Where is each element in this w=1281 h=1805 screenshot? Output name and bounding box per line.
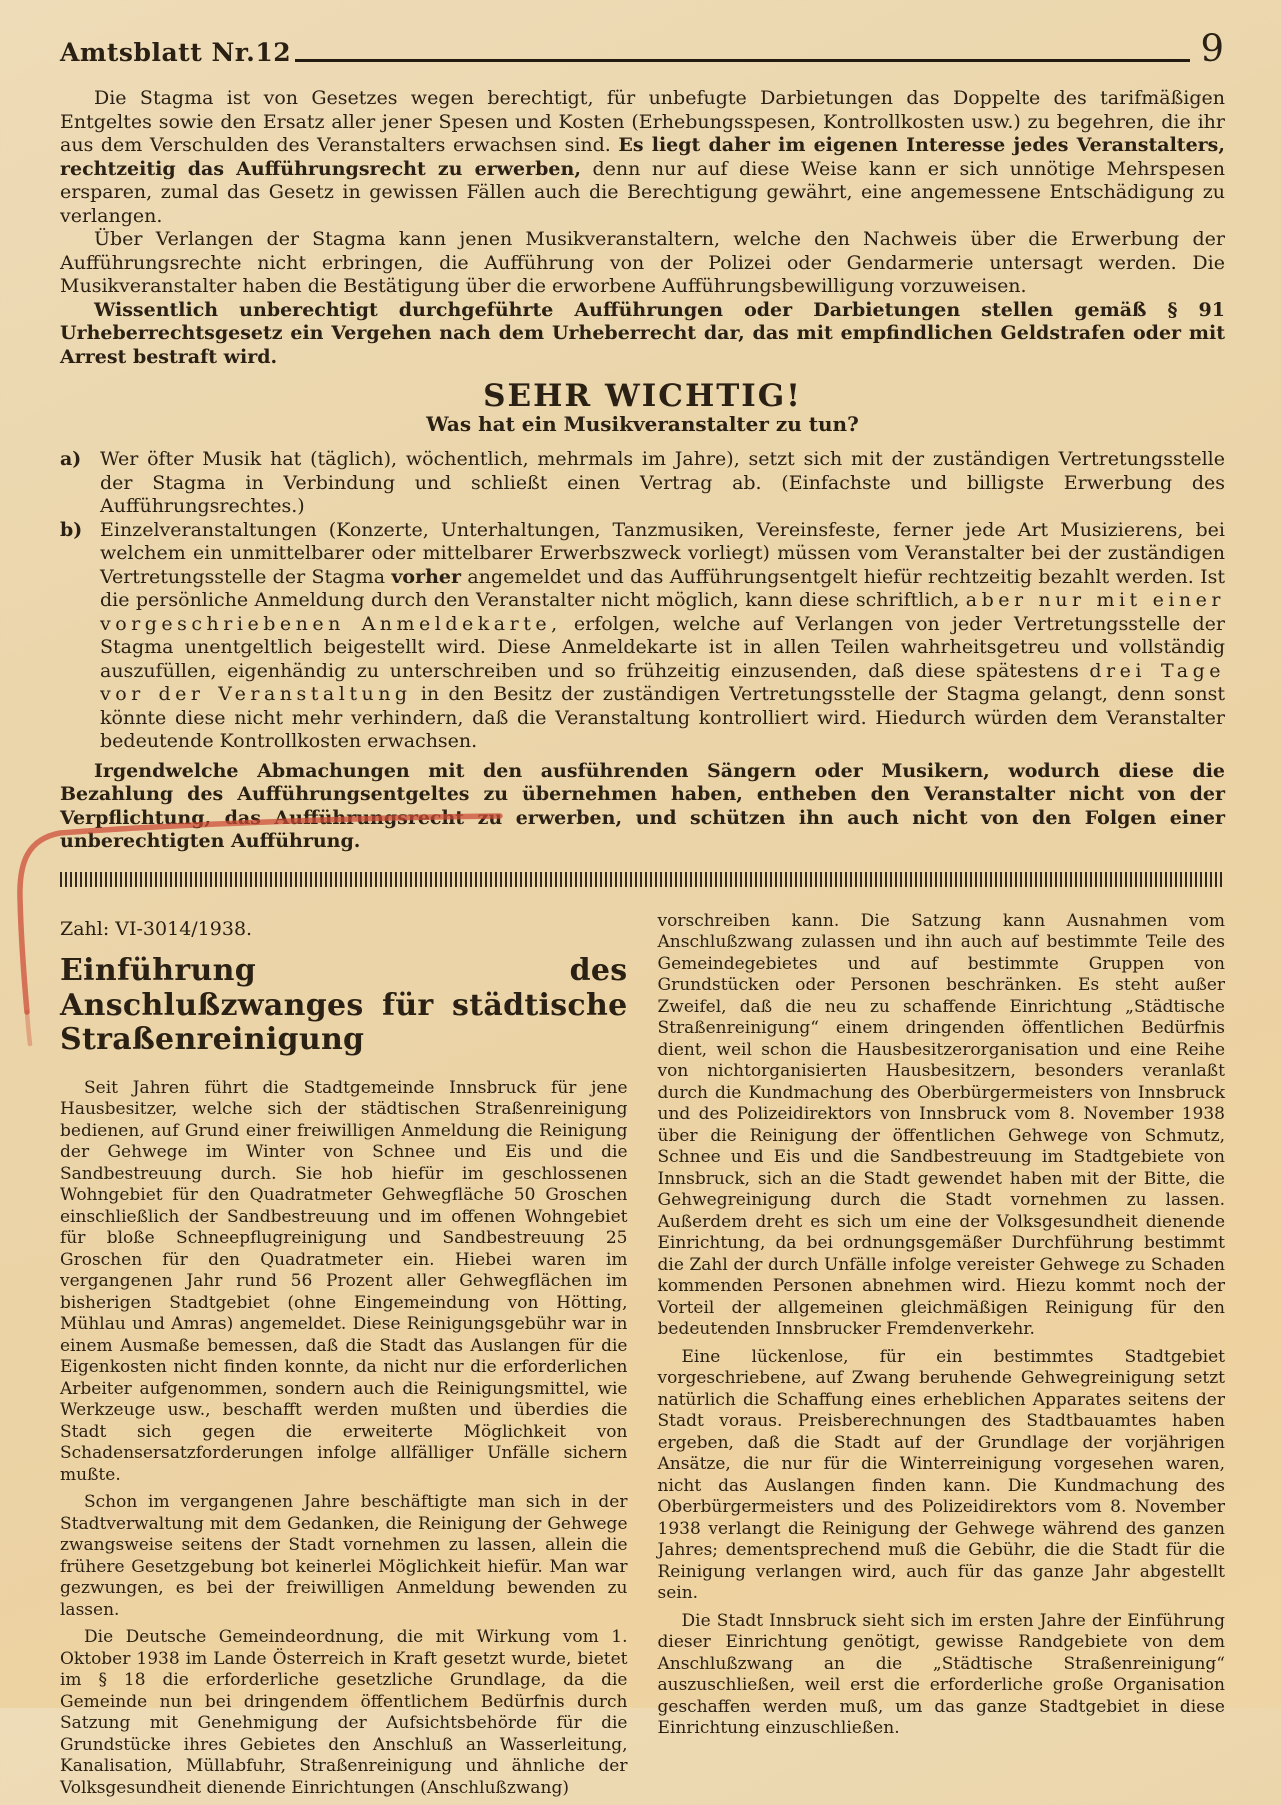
paragraph xyxy=(658,1611,1226,1740)
text-run: denn nur auf diese Weise kann er sich unnötige Mehrspesen ersparen, zumal das Gesetz in gewissen Fällen auch die Berechtigung gewährt, eine angemessene Entschädigung zu verlangen. xyxy=(60,158,1225,227)
paragraph xyxy=(658,1347,1226,1605)
text-run: angemeldet und das Aufführungsentgelt hiefür rechtzeitig bezahlt werden. Ist die persönliche Anmeldung durch den Veranstalter nicht möglich, kann diese schriftlich, xyxy=(100,566,1225,612)
section-divider xyxy=(60,872,1225,887)
paragraph xyxy=(60,1627,628,1799)
text-run: Die Stagma ist von Gesetzes wegen berechtigt, für unbefugte Darbietungen das Doppelte des tarifmäßigen Entgeltes sowie den Ersatz aller jener Spesen und Kosten (Erhebungsspesen, Kontrollkosten usw.) zu begehren, die ihr aus dem Verschulden des Veranstalters erwachsen sind. xyxy=(60,87,1225,156)
list-item xyxy=(60,448,1225,519)
list-marker: b) xyxy=(60,519,100,754)
text-run: Eine lückenlose, für ein bestimmtes Stadtgebiet vorgeschriebene, auf Zwang beruhende Gehwegreinigung setzt natürlich die Schaffung eines erheblichen Apparates seitens der Stadt voraus. Preisberechnungen des Stadtbauamtes haben ergeben, daß die Stadt auf der Grundlage der vorjährigen Ansätze, die nur für die Winterreinigung vorgesehen waren, nicht das Auslangen finden kann. Die Kundmachung des Oberbürgermeisters und des Polizeidirektors vom 8. November 1938 verlangt die Reinigung der Gehwege während des ganzen Jahres; dementsprechend muß die Gebühr, die die Stadt für die Reinigung verlangen wird, auch für das ganze Jahr abgestellt sein. xyxy=(658,1347,1226,1604)
header-rule xyxy=(295,59,1190,62)
closing-paragraph xyxy=(60,760,1225,854)
instruction-list xyxy=(60,448,1225,754)
text-run: Seit Jahren führt die Stadtgemeinde Innsbruck für jene Hausbesitzer, welche sich der städtischen Straßenreinigung bedienen, auf Grund einer freiwilligen Anmeldung die Reinigung der Gehwege im Winter von Schnee und Eis und die Sandbestreuung durch. Sie hob hiefür im geschlossenen Wohngebiet für den Quadratmeter Gehwegfläche 50 Groschen einschließlich der Sandbestreuung und im offenen Wohngebiet für bloße Schneepflugreinigung und Sandbestreuung 25 Groschen für den Quadratmeter ein. Hiebei waren im vergangenen Jahr rund 56 Prozent aller Gehwegflächen im bisherigen Stadtgebiet (ohne Eingemeindung von Hötting, Mühlau und Amras) angemeldet. Diese Reinigungsgebühr war in einem Ausmaße bemessen, daß die Stadt das Auslangen für die Eigenkosten nicht finden konnte, da nicht nur die erforderlichen Arbeiter aufgenommen, sondern auch die Reinigungsmittel, wie Werkzeuge usw., beschafft werden mußten und überdies die Stadt sich gegen die erweiterte Möglichkeit von Schadensersatzforderungen infolge allfälliger Unfälle sichern mußte. xyxy=(60,1078,628,1485)
list-item-text xyxy=(100,519,1225,754)
paragraph xyxy=(60,87,1225,228)
article-right-column xyxy=(658,911,1226,1805)
paragraph xyxy=(60,760,1225,854)
text-run: aber nur mit einer vorgeschriebenen Anmeldekarte, xyxy=(100,589,1225,635)
text-run: Es liegt daher im eigenen Interesse jedes Veranstalters, rechtzeitig das Aufführungsrecht zu erwerben, xyxy=(60,134,1225,180)
text-run: drei Tage vor der Veranstaltung xyxy=(100,660,1225,706)
article-right-paragraphs xyxy=(658,911,1226,1740)
section-subheading: Was hat ein Musikveranstalter zu tun? xyxy=(60,413,1225,437)
list-marker: a) xyxy=(60,448,100,519)
masthead: Amtsblatt Nr.12 xyxy=(60,38,291,67)
paragraph xyxy=(60,299,1225,370)
page-header xyxy=(60,30,1225,67)
reference-number: Zahl: VI-3014/1938. xyxy=(60,919,628,941)
paragraph xyxy=(60,1078,628,1487)
text-run: Wissentlich unberechtigt durchgeführte Aufführungen oder Darbietungen stellen gemäß § 91 Urheberrechtsgesetz ein Vergehen nach dem Urheberrecht dar, das mit empfindlichen Geldstrafen oder mit Arrest bestraft wird. xyxy=(60,299,1225,368)
paragraph xyxy=(60,228,1225,299)
stagma-paragraphs xyxy=(60,87,1225,369)
article-left-paragraphs xyxy=(60,1078,628,1800)
list-item-text xyxy=(100,448,1225,519)
text-run: Schon im vergangenen Jahre beschäftigte man sich in der Stadtverwaltung mit dem Gedanken, die Reinigung der Gehwege zwangsweise seitens der Stadt vornehmen zu lassen, allein die frühere Gesetzgebung bot keinerlei Möglichkeit hiefür. Man war gezwungen, es bei der freiwilligen Anmeldung bewenden zu lassen. xyxy=(60,1492,628,1620)
text-run: Die Deutsche Gemeindeordnung, die mit Wirkung vom 1. Oktober 1938 im Lande Österreich in Kraft gesetzt wurde, bietet im § 18 die erforderliche gesetzliche Grundlage, da die Gemeinde nun bei dringendem öffentlichem Bedürfnis durch Satzung mit Genehmigung der Aufsichtsbehörde für die Grundstücke ihres Gebietes den Anschluß an Wasserleitung, Kanalisation, Müllabfuhr, Straßenreinigung und ähnliche der Volksgesundheit dienende Einrichtungen (Anschlußzwang) xyxy=(60,1627,628,1798)
text-run: Wer öfter Musik hat (täglich), wöchentlich, mehrmals im Jahre), setzt sich mit der zuständigen Vertretungsstelle der Stagma in Verbindung und schließt einen Vertrag ab. (Einfachste und billigste Erwerbung des Aufführungsrechtes.) xyxy=(100,448,1225,517)
text-run: erfolgen, welche auf Verlangen von jeder Vertretungsstelle der Stagma unentgeltlich beigestellt wird. Diese Anmeldekarte ist in allen Teilen wahrheitsgetreu und vollständig auszufüllen, eigenhändig zu unterschreiben und so frühzeitig einzusenden, daß diese spätestens xyxy=(100,613,1225,682)
text-run: Irgendwelche Abmachungen mit den ausführenden Sängern oder Musikern, wodurch diese die Bezahlung des Aufführungsentgeltes zu übernehmen haben, entheben den Veranstalter nicht von der Verpflichtung, das Aufführungsrecht zu erwerben, und schützen ihn auch nicht von den Folgen einer unberechtigten Aufführung. xyxy=(60,760,1225,853)
article-title: Einführung des Anschlußzwanges für städtische Straßenreinigung xyxy=(60,954,628,1058)
text-run: vorher xyxy=(391,566,461,588)
page-number: 9 xyxy=(1200,30,1225,67)
paragraph xyxy=(658,911,1226,1341)
text-run: Die Stadt Innsbruck sieht sich im ersten Jahre der Einführung dieser Einrichtung genötigt, gewisse Randgebiete von dem Anschlußzwang an die „Städtische Straßenreinigung“ auszuschließen, weil erst die erforderliche große Organisation geschaffen werden muß, um das ganze Stadtgebiet in diese Einrichtung einzuschließen. xyxy=(658,1611,1226,1739)
text-run: vorschreiben kann. Die Satzung kann Ausnahmen vom Anschlußzwang zulassen und ihn auch auf bestimmte Teile des Gemeindegebietes und auf bestimmte Gruppen von Grundstücken oder Personen beschränken. Es steht außer Zweifel, daß die neu zu schaffende Einrichtung „Städtische Straßenreinigung“ einem dringenden öffentlichen Bedürfnis dient, weil schon die Hausbesitzerorganisation und eine Reihe von nichtorganisierten Hausbesitzern, besonders veranlaßt durch die Kundmachung des Oberbürgermeisters von Innsbruck und des Polizeidirektors von Innsbruck vom 8. November 1938 über die Reinigung der öffentlichen Gehwege von Schmutz, Schnee und Eis und die Sandbestreuung im Stadtgebiete von Innsbruck, sich an die Stadt gewendet haben mit der Bitte, die Gehwegreinigung durch die Stadt vornehmen zu lassen. Außerdem dreht es sich um eine der Volksgesundheit dienende Einrichtung, da bei ordnungsgemäßer Durchführung bestimmt die Zahl der durch Unfälle infolge vereister Gehwege zu Schaden kommenden Personen abnehmen wird. Hiezu kommt noch der Vorteil der allgemeinen gleichmäßigen Reinigung für den bedeutenden Innsbrucker Fremdenverkehr. xyxy=(658,911,1226,1340)
list-item xyxy=(60,519,1225,754)
article-section xyxy=(60,911,1225,1805)
article-left-column xyxy=(60,911,628,1805)
text-run: in den Besitz der zuständigen Vertretungsstelle der Stagma gelangt, denn sonst könnte diese nicht mehr verhindern, daß die Veranstaltung kontrolliert wird. Hiedurch würden dem Veranstalter bedeutende Kontrollkosten erwachsen. xyxy=(100,683,1225,752)
text-run: Einzelveranstaltungen (Konzerte, Unterhaltungen, Tanzmusiken, Vereinsfeste, ferner jede Art Musizierens, bei welchem ein unmittelbarer oder mittelbarer Erwerbszweck vorliegt) müssen vom Veranstalter bei der zuständigen Vertretungsstelle der Stagma xyxy=(100,519,1225,588)
section-heading: SEHR WICHTIG! xyxy=(60,385,1225,409)
text-run: Über Verlangen der Stagma kann jenen Musikveranstaltern, welche den Nachweis über die Erwerbung der Aufführungsrechte nicht erbringen, die Aufführung von der Polizei oder Gendarmerie untersagt werden. Die Musikveranstalter haben die Bestätigung über die erworbene Aufführungsbewilligung vorzuweisen. xyxy=(60,228,1225,297)
stagma-section xyxy=(60,87,1225,854)
paragraph xyxy=(60,1492,628,1621)
